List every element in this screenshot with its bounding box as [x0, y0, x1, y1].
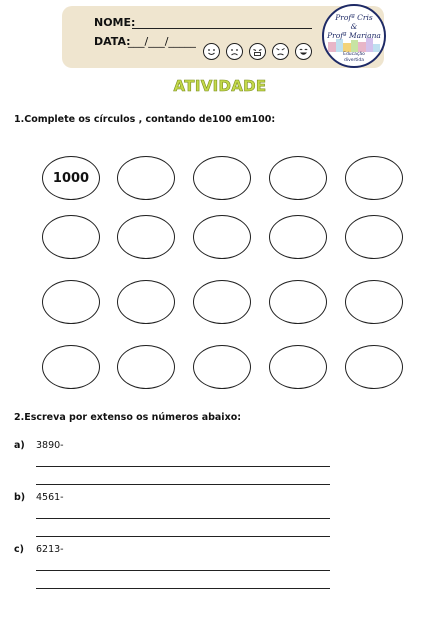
item-b-letter: b) — [14, 492, 26, 503]
number-circle[interactable] — [117, 215, 175, 259]
logo-line-4: Educação — [343, 52, 365, 57]
number-circle[interactable] — [42, 345, 100, 389]
number-circle[interactable] — [42, 280, 100, 324]
number-circle[interactable] — [269, 156, 327, 200]
number-circle[interactable] — [345, 280, 403, 324]
crying-face-icon[interactable] — [249, 43, 266, 60]
number-circle[interactable] — [269, 280, 327, 324]
number-circle[interactable] — [269, 215, 327, 259]
sad-face-icon[interactable] — [226, 43, 243, 60]
number-circle[interactable] — [117, 280, 175, 324]
number-circle[interactable] — [269, 345, 327, 389]
date-label: DATA: — [94, 35, 131, 48]
number-circle[interactable] — [345, 345, 403, 389]
item-a-writing-line-1[interactable] — [36, 466, 330, 467]
logo — [322, 4, 386, 68]
number-circle[interactable] — [193, 280, 251, 324]
item-a-letter: a) — [14, 440, 25, 451]
number-circle[interactable]: 1000 — [42, 156, 100, 200]
logo-line-1: Profª Cris — [335, 13, 373, 22]
number-circle[interactable] — [117, 156, 175, 200]
number-circle[interactable] — [193, 215, 251, 259]
happy-face-icon[interactable] — [295, 43, 312, 60]
logo-line-5: divertida — [343, 58, 365, 63]
page-title: ATIVIDADE — [173, 77, 267, 95]
item-b-writing-line-1[interactable] — [36, 518, 330, 519]
logo-line-3: Profª Mariana — [327, 31, 381, 40]
date-field[interactable]: ___/___/_____ — [128, 35, 196, 48]
number-circle[interactable] — [193, 345, 251, 389]
angry-face-icon[interactable] — [272, 43, 289, 60]
number-circle[interactable] — [345, 215, 403, 259]
item-c-letter: c) — [14, 544, 24, 555]
item-c-writing-line-1[interactable] — [36, 570, 330, 571]
name-label: NOME: — [94, 16, 136, 29]
number-circle[interactable] — [193, 156, 251, 200]
item-a-number: 3890- — [36, 440, 64, 451]
number-circle[interactable] — [42, 215, 100, 259]
item-b-number: 4561- — [36, 492, 64, 503]
smiling-face-icon[interactable] — [203, 43, 220, 60]
item-a-writing-line-2[interactable] — [36, 484, 330, 485]
name-field[interactable] — [132, 28, 312, 29]
question-2-text: 2.Escreva por extenso os números abaixo: — [14, 412, 242, 423]
number-circle[interactable] — [345, 156, 403, 200]
item-c-writing-line-2[interactable] — [36, 588, 330, 589]
logo-line-2: & — [350, 22, 358, 31]
question-1-text: 1.Complete os círculos , contando de100 em100: — [14, 114, 276, 125]
item-c-number: 6213- — [36, 544, 64, 555]
item-b-writing-line-2[interactable] — [36, 536, 330, 537]
number-circle[interactable] — [117, 345, 175, 389]
